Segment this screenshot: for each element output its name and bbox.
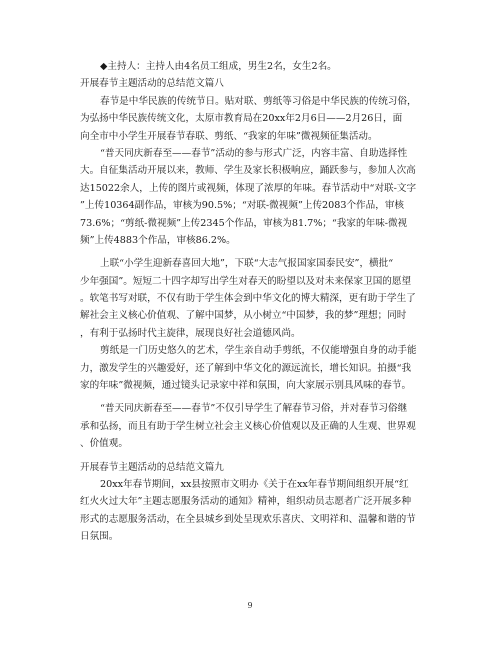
- paragraph-line: 73.6%；“剪纸-微视频”上传2345个作品，审核为81.7%；“我家的年味-微视: [80, 217, 408, 229]
- host-line: ◆主持人：主持人由4名员工组成，男生2名，女生2名。: [100, 61, 337, 72]
- paragraph-line: ”上传10364副作品，审核为90.5%；“对联-微视频”上传2083个作品，审核: [80, 200, 405, 212]
- paragraph-1: [80, 93, 428, 145]
- paragraph-line: 大。自征集活动开展以来，教师、学生及家长积极响应，踊跃参与，参加人次高: [80, 165, 416, 177]
- paragraph-line: “普天同庆新春至——春节”不仅引导学生了解春节习俗，并对春节习俗继: [100, 403, 408, 415]
- paragraph-6: [80, 476, 428, 546]
- paragraph-3: [80, 255, 428, 342]
- paragraph-line: 承和弘扬，而且有助于学生树立社会主义核心价值观以及正确的人生观、世界观: [80, 420, 416, 432]
- section-8-title: 开展春节主题活动的总结范文篇八: [80, 78, 224, 90]
- paragraph-line: 。软笔书写对联，不仅有助于学生体会到中华文化的博大精深，更有助于学生了: [80, 293, 416, 305]
- paragraph-2: [80, 145, 428, 249]
- paragraph-line: 红火火过大年”主题志愿服务活动的通知》精神，组织动员志愿者广泛开展多种: [80, 496, 412, 508]
- paragraph-5: [80, 400, 428, 452]
- paragraph-line: 形式的志愿服务活动，在全县城乡到处呈现欢乐喜庆、文明祥和、温馨和谐的节: [80, 513, 416, 525]
- paragraph-line: 解社会主义核心价值观、了解中国梦，从小树立“中国梦，我的梦”理想；同时: [80, 310, 407, 322]
- paragraph-line: 20xx年春节期间，xx县按照市文明办《关于在xx年春节期间组织开展“红: [100, 478, 409, 490]
- paragraph-line: 为弘扬中华民族传统文化，太原市教育局在20xx年2月6日——2月26日，面: [80, 113, 403, 125]
- paragraph-line: “普天同庆新春至——春节”活动的参与形式广泛，内容丰富、自助选择性: [100, 147, 408, 159]
- paragraph-line: ，有利于弘扬时代主旋律，展现良好社会道德风尚。: [80, 327, 301, 339]
- paragraph-line: 少年强国”。短短二十四字却写出学生对春天的盼望以及对未来保家卫国的愿望: [80, 275, 412, 287]
- paragraph-line: 上联“小学生迎新春喜回大地”，下联“大志气报国家国泰民安”，横批“: [100, 258, 394, 270]
- paragraph-line: 日氛围。: [80, 531, 119, 543]
- paragraph-line: 向全市中小学生开展春节春联、剪纸、“我家的年味”微视频征集活动。: [80, 130, 378, 142]
- paragraph-line: 频”上传4883个作品，审核86.2%。: [80, 234, 236, 246]
- paragraph-line: 家的年味”微视频，通过镜头记录家中祥和氛围，向大家展示别具风味的春节。: [80, 380, 412, 392]
- paragraph-line: 力，激发学生的兴趣爱好，还了解到中华文化的源远流长，增长知识。拍摄“我: [80, 362, 412, 374]
- paragraph-line: 达15022余人，上传的图片或视频，体现了浓厚的年味。春节活动中“对联-文字: [80, 182, 417, 194]
- paragraph-4: [80, 342, 428, 394]
- page-number: 9: [247, 601, 253, 610]
- paragraph-line: 剪纸是一门历史悠久的艺术，学生亲自动手剪纸，不仅能增强自身的动手能: [100, 345, 417, 357]
- section-9-title: 开展春节主题活动的总结范文篇九: [80, 461, 224, 473]
- paragraph-line: 春节是中华民族的传统节日。贴对联、剪纸等习俗是中华民族的传统习俗，: [100, 95, 417, 107]
- document-body: [80, 58, 428, 546]
- paragraph-line: 、价值观。: [80, 438, 128, 450]
